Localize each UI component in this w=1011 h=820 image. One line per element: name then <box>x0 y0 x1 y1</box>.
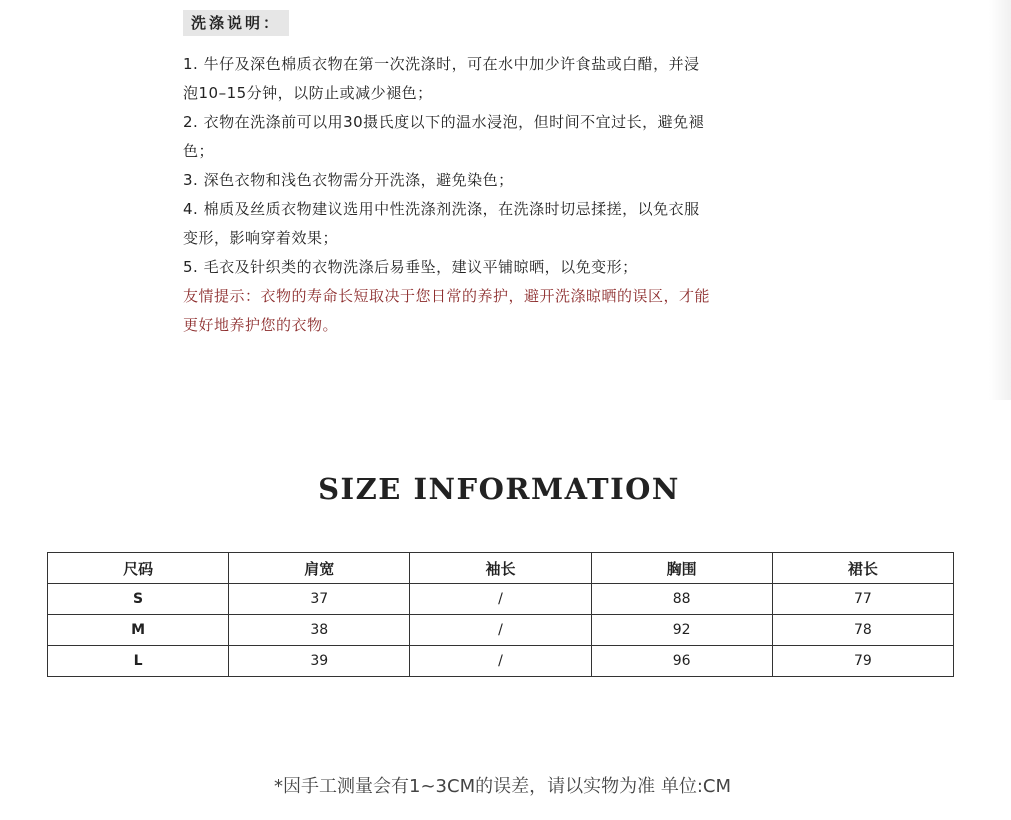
column-header-sleeve: 袖长 <box>410 553 591 584</box>
size-table <box>47 552 954 677</box>
shoulder-cell: 37 <box>229 584 410 615</box>
sleeve-cell: / <box>410 615 591 646</box>
skirt-length-cell: 77 <box>772 584 953 615</box>
table-row <box>48 646 954 677</box>
care-line: 4. 棉质及丝质衣物建议选用中性洗涤剂洗涤，在洗涤时切忌揉搓，以免衣服 <box>183 200 700 218</box>
shoulder-cell: 39 <box>229 646 410 677</box>
care-line: 1. 牛仔及深色棉质衣物在第一次洗涤时，可在水中加少许食盐或白醋，并浸 <box>183 55 700 73</box>
size-cell: M <box>48 615 229 646</box>
care-line: 2. 衣物在洗涤前可以用30摄氏度以下的温水浸泡，但时间不宜过长，避免褪 <box>183 113 705 131</box>
bust-cell: 88 <box>591 584 772 615</box>
sleeve-cell: / <box>410 646 591 677</box>
shoulder-cell: 38 <box>229 615 410 646</box>
size-cell: L <box>48 646 229 677</box>
column-header-bust: 胸围 <box>591 553 772 584</box>
care-list <box>183 50 823 340</box>
column-header-size: 尺码 <box>48 553 229 584</box>
care-tip-line: 更好地养护您的衣物。 <box>183 316 339 334</box>
table-header-row <box>48 553 954 584</box>
bust-cell: 92 <box>591 615 772 646</box>
care-line: 泡10–15分钟，以防止或减少褪色； <box>183 84 433 102</box>
page-edge-shade <box>989 0 1011 400</box>
measurement-note: *因手工测量会有1~3CM的误差，请以实物为准 单位:CM <box>274 776 731 797</box>
care-instructions <box>183 10 823 340</box>
column-header-skirt-length: 裙长 <box>772 553 953 584</box>
column-header-shoulder: 肩宽 <box>229 553 410 584</box>
care-line: 5. 毛衣及针织类的衣物洗涤后易垂坠，建议平铺晾晒，以免变形； <box>183 258 638 276</box>
care-line: 变形，影响穿着效果； <box>183 229 339 247</box>
skirt-length-cell: 78 <box>772 615 953 646</box>
bust-cell: 96 <box>591 646 772 677</box>
sleeve-cell: / <box>410 584 591 615</box>
care-line: 色； <box>183 142 215 160</box>
skirt-length-cell: 79 <box>772 646 953 677</box>
table-row <box>48 615 954 646</box>
size-cell: S <box>48 584 229 615</box>
care-line: 3. 深色衣物和浅色衣物需分开洗涤，避免染色； <box>183 171 514 189</box>
care-tip-line: 友情提示：衣物的寿命长短取决于您日常的养护，避开洗涤晾晒的误区，才能 <box>183 287 711 305</box>
table-row <box>48 584 954 615</box>
care-title: 洗涤说明： <box>183 10 289 36</box>
size-information-heading: SIZE INFORMATION <box>318 472 680 506</box>
